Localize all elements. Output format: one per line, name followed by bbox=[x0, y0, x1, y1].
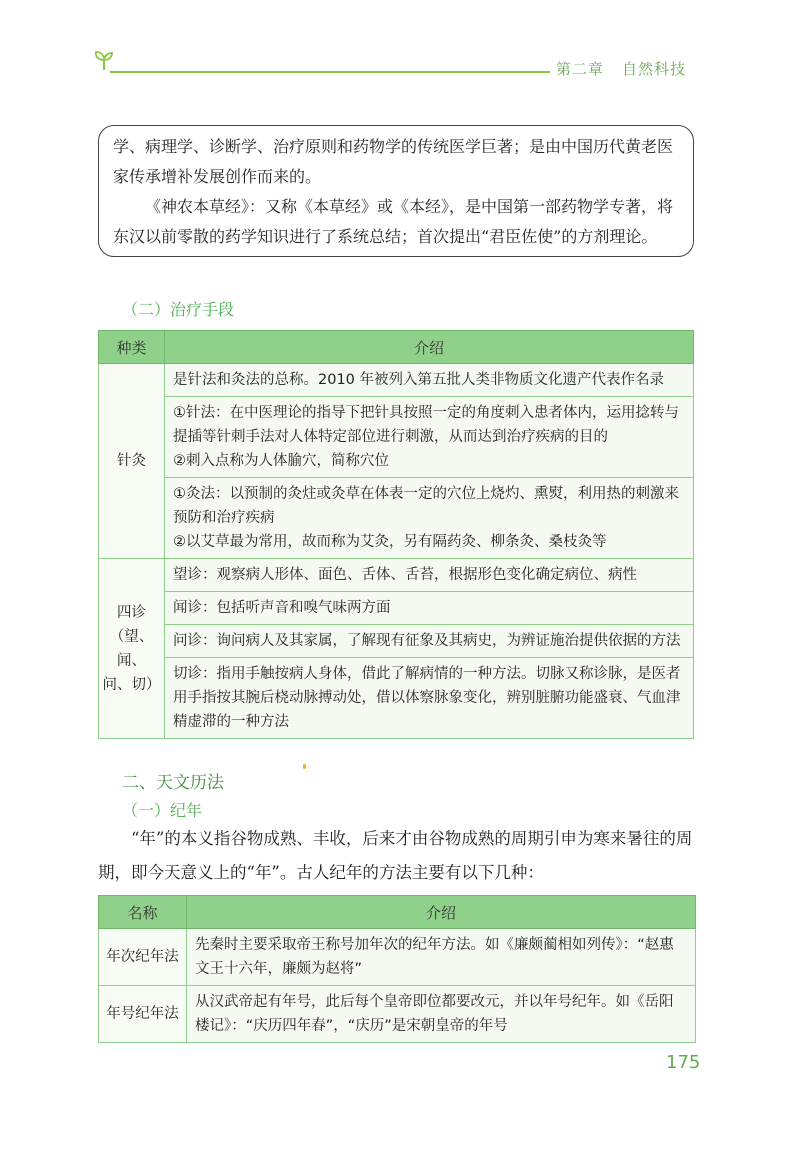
table-row bbox=[99, 929, 696, 986]
diagnosis-pulse: 切诊：指用手触按病人身体，借此了解病情的一种方法。切脉又称诊脉，是医者用手指按其腕后桡动脉搏动处，借以体察脉象变化，辨别脏腑功能盛衰、气血津精虚滞的一种方法 bbox=[165, 658, 694, 739]
header-intro: 介绍 bbox=[165, 331, 694, 364]
page-header bbox=[0, 0, 800, 90]
table-row bbox=[99, 592, 694, 625]
section-calendar-subtitle: （一）纪年 bbox=[122, 801, 203, 820]
moxa-line-1: ①灸法：以预制的灸炷或灸草在体表一定的穴位上烧灼、熏熨，利用热的刺激来预防和治疗疾病 bbox=[173, 486, 679, 526]
table-header-row bbox=[99, 896, 696, 929]
table-row bbox=[99, 397, 694, 478]
treatment-table bbox=[98, 330, 694, 739]
header-name: 名称 bbox=[99, 896, 187, 929]
header-rule bbox=[110, 71, 550, 73]
table-header-row bbox=[99, 331, 694, 364]
chapter-label bbox=[556, 58, 704, 79]
sprout-icon bbox=[92, 48, 116, 72]
calendar-name-1: 年次纪年法 bbox=[99, 929, 187, 986]
box-paragraph-1: 学、病理学、诊断学、治疗原则和药物学的传统医学巨著；是由中国历代黄老医家传承增补发展创作而来的。 bbox=[113, 137, 674, 186]
diagnosis-kind-line-2: （望、闻、 bbox=[109, 628, 154, 669]
chapter-number: 第二章 bbox=[556, 60, 605, 78]
diagnosis-ask: 问诊：询问病人及其家属，了解现有征象及其病史，为辨证施治提供依据的方法 bbox=[165, 625, 694, 658]
header-intro: 介绍 bbox=[187, 896, 696, 929]
text-box bbox=[98, 125, 694, 257]
acupuncture-overview: 是针法和灸法的总称。2010 年被列入第五批人类非物质文化遗产代表作名录 bbox=[165, 364, 694, 397]
acupuncture-needle bbox=[165, 397, 694, 478]
table-row bbox=[99, 986, 696, 1043]
page-number: 175 bbox=[666, 1052, 701, 1073]
kind-acupuncture: 针灸 bbox=[99, 364, 165, 559]
diagnosis-listen: 闻诊：包括听声音和嗅气味两方面 bbox=[165, 592, 694, 625]
calendar-paragraph: “年”的本义指谷物成熟、丰收，后来才由谷物成熟的周期引申为寒来暑往的周期，即今天意义上的“年”。古人纪年的方法主要有以下几种： bbox=[98, 829, 693, 882]
kind-diagnosis bbox=[99, 559, 165, 739]
diagnosis-kind-line-1: 四诊 bbox=[117, 604, 146, 621]
calendar-table bbox=[98, 895, 696, 1043]
acupuncture-moxa bbox=[165, 478, 694, 559]
table-row bbox=[99, 625, 694, 658]
calendar-desc-1: 先秦时主要采取帝王称号加年次的纪年方法。如《廉颇蔺相如列传》：“赵惠文王十六年，廉颇为赵将” bbox=[187, 929, 696, 986]
ink-speck bbox=[303, 764, 306, 769]
needle-line-2: ②刺入点称为人体腧穴，简称穴位 bbox=[173, 453, 389, 469]
moxa-line-2: ②以艾草最为常用，故而称为艾灸，另有隔药灸、柳条灸、桑枝灸等 bbox=[173, 534, 607, 550]
chapter-title: 自然科技 bbox=[622, 60, 687, 78]
calendar-desc-2: 从汉武帝起有年号，此后每个皇帝即位都要改元，并以年号纪年。如《岳阳楼记》：“庆历四年春”，“庆历”是宋朝皇帝的年号 bbox=[187, 986, 696, 1043]
diagnosis-kind-line-3: 问、切） bbox=[102, 676, 161, 693]
header-kind: 种类 bbox=[99, 331, 165, 364]
table-row bbox=[99, 559, 694, 592]
table-row bbox=[99, 478, 694, 559]
needle-line-1: ①针法：在中医理论的指导下把针具按照一定的角度刺入患者体内，运用捻转与提插等针刺手法对人体特定部位进行刺激，从而达到治疗疾病的目的 bbox=[173, 405, 679, 445]
section-astronomy-title: 二、天文历法 bbox=[122, 773, 224, 793]
table-row bbox=[99, 364, 694, 397]
diagnosis-look: 望诊：观察病人形体、面色、舌体、舌苔，根据形色变化确定病位、病性 bbox=[165, 559, 694, 592]
section-treatment-title: （二）治疗手段 bbox=[122, 300, 235, 319]
table-row bbox=[99, 658, 694, 739]
box-paragraph-2: 《神农本草经》：又称《本草经》或《本经》，是中国第一部药物学专著，将东汉以前零散的药学知识进行了系统总结；首次提出“君臣佐使”的方剂理论。 bbox=[113, 197, 674, 246]
calendar-name-2: 年号纪年法 bbox=[99, 986, 187, 1043]
